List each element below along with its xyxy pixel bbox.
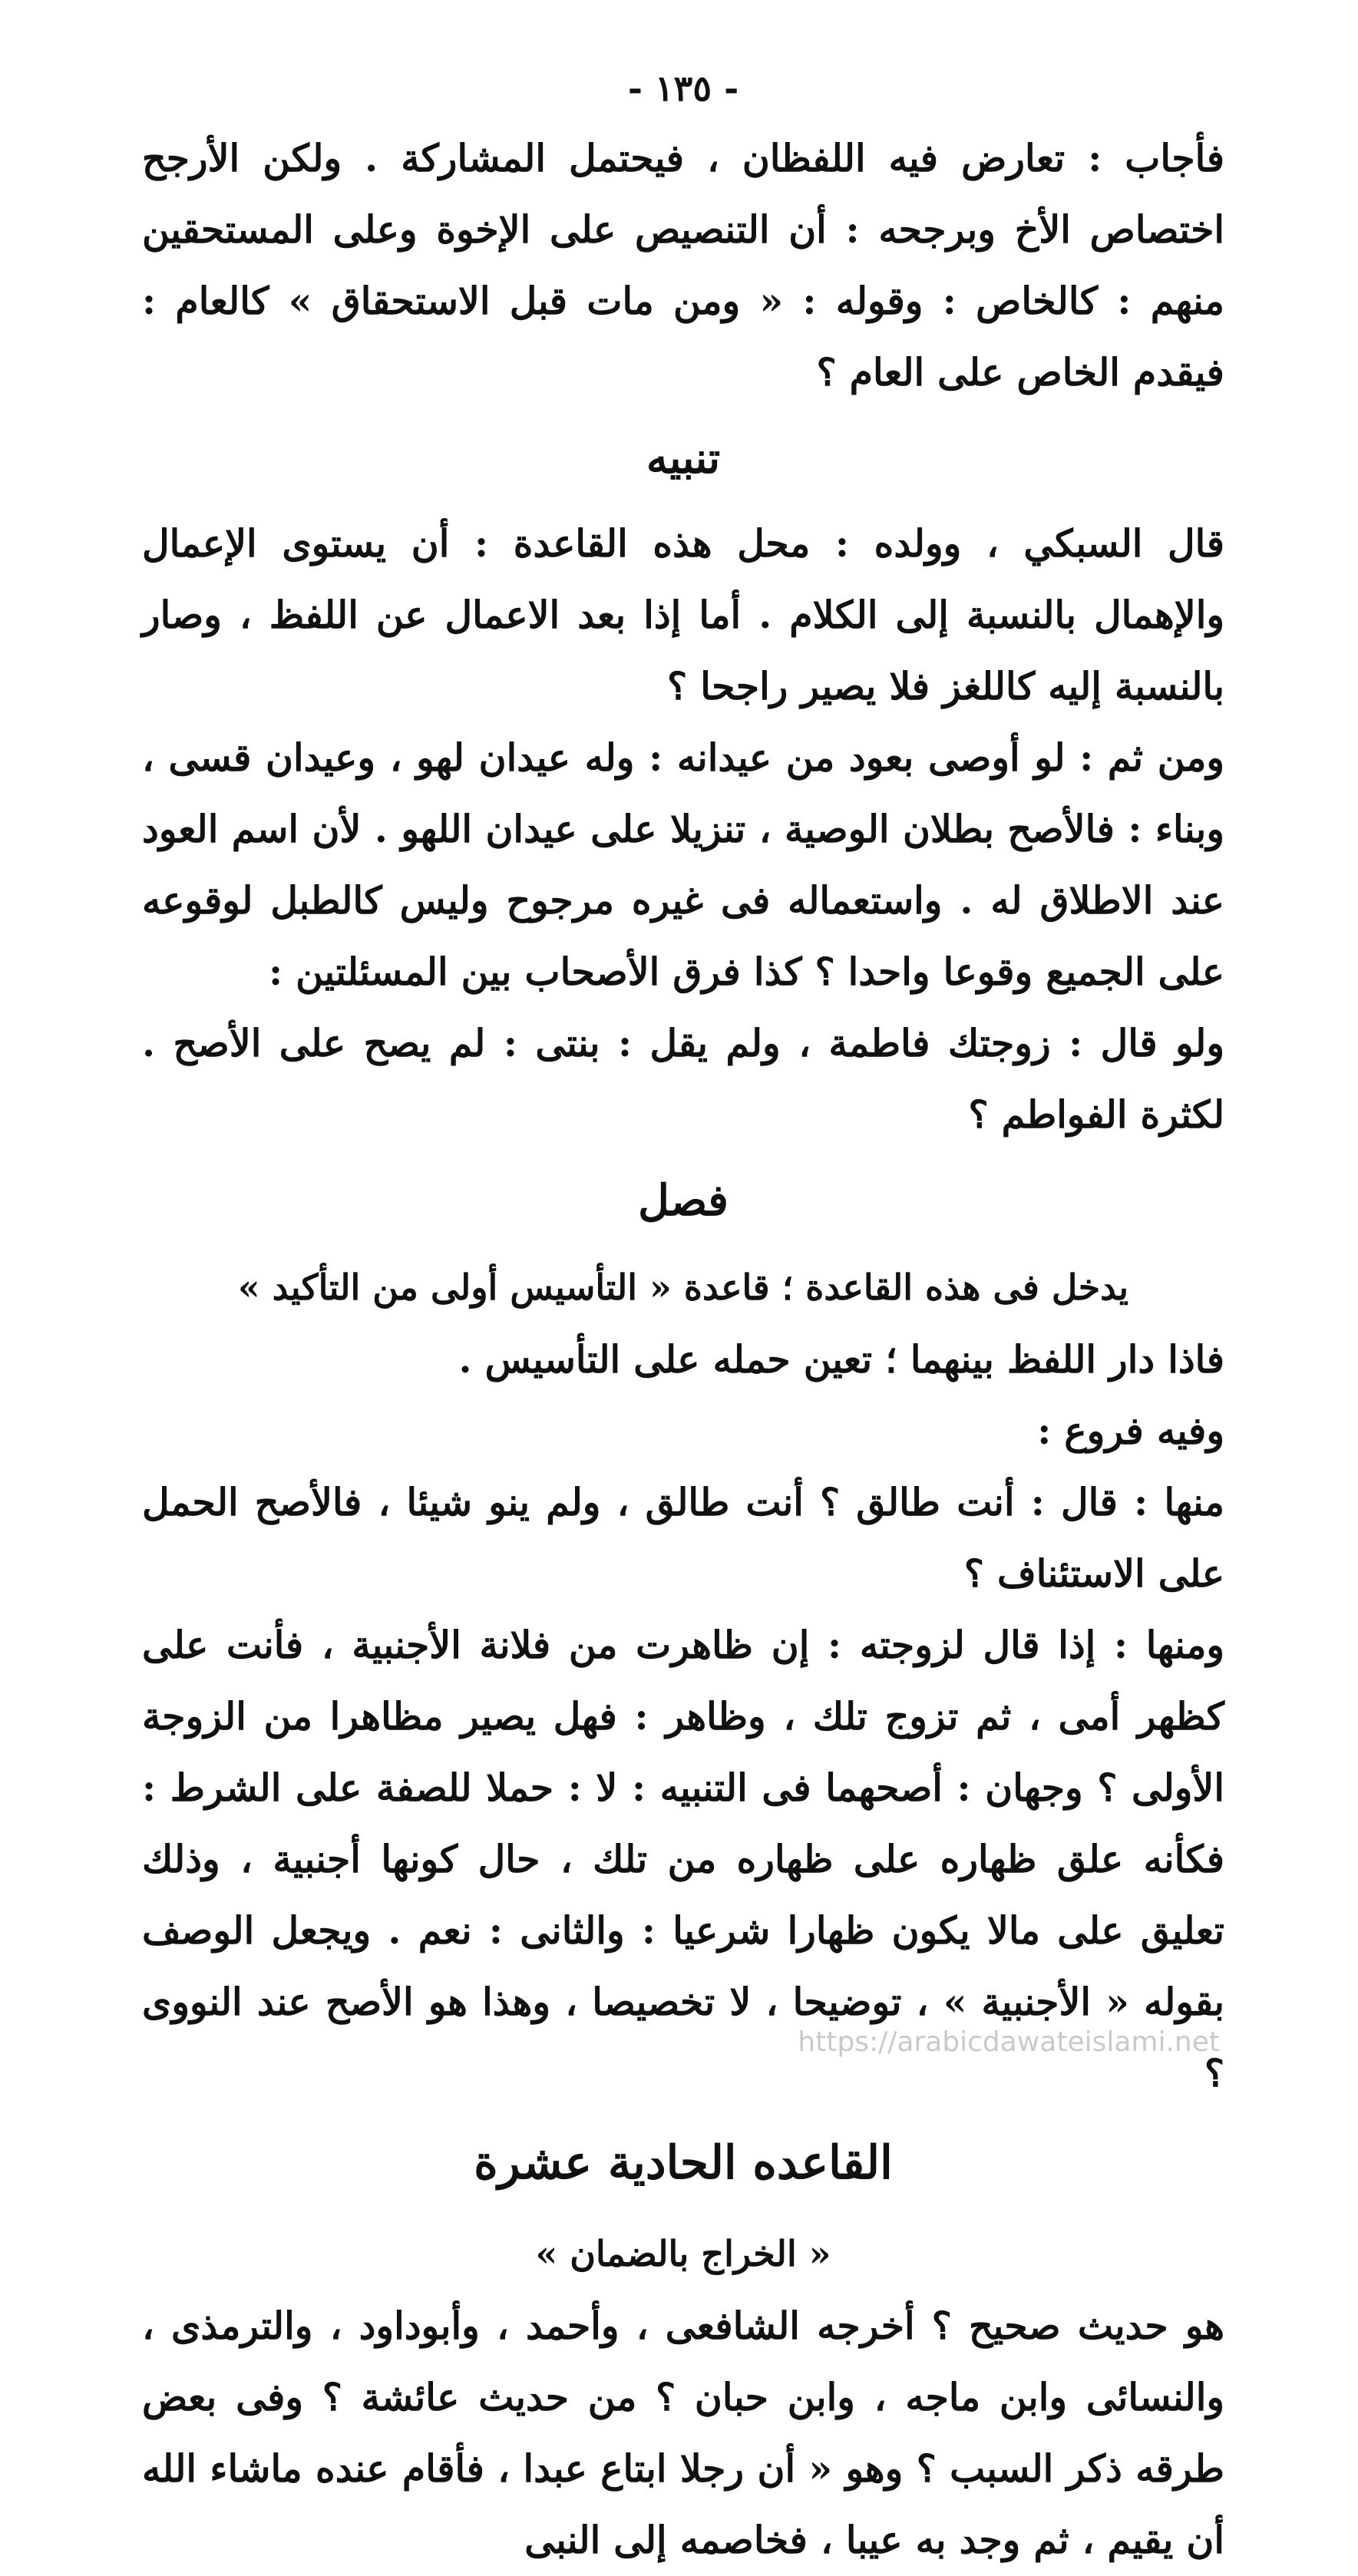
qaida-heading: القاعده الحادية عشرة — [474, 2136, 893, 2190]
qaida-paragraph-1: هو حديث صحيح ؟ أخرجه الشافعى ، وأحمد ، وأبوداود ، والترمذى ، والنسائى وابن ماجه ، وابن حبان ؟ من حديث عائشة ؟ وفى بعض طرقه ذكر السبب ؟ وهو « أن رجلا ابتاع عبدا ، فأقام عنده ماشاء الله أن يقيم ، ثم وجد به عيبا ، فخاصمه إلى النبى — [142, 2304, 1224, 2562]
fasl-paragraph-1: فاذا دار اللفظ بينهما ؛ تعين حمله على التأسيس . — [458, 1337, 1224, 1382]
fasl-paragraph-2: وفيه فروع : — [1037, 1409, 1224, 1453]
book-page — [142, 54, 1224, 2576]
tanbih-paragraph-2: ومن ثم : لو أوصى بعود من عيدانه : وله عيدان لهو ، وعيدان قسى ، وبناء : فالأصح بطلان الوصية ، تنزيلا على عيدان اللهو . لأن اسم العود عند الاطلاق له . واستعماله فى غيره مرجوح وليس كالطبل لوقوعه على الجميع وقوعا واحدا ؟ كذا فرق الأصحاب بين المسئلتين : — [142, 735, 1224, 994]
page-number: - ١٣٥ - — [627, 68, 739, 109]
opening-paragraph: فأجاب : تعارض فيه اللفظان ، فيحتمل المشاركة . ولكن الأرجح اختصاص الأخ وبرجحه : أن التنصيص على الإخوة وعلى المستحقين منهم : كالخاص : وقوله : « ومن مات قبل الاستحقاق » كالعام : فيقدم الخاص على العام ؟ — [142, 136, 1224, 395]
fasl-paragraph-4: ومنها : إذا قال لزوجته : إن ظاهرت من فلانة الأجنبية ، فأنت على كظهر أمى ، ثم تزوج تلك ، وظاهر : فهل يصير مظاهرا من الزوجة الأولى ؟ وجهان : أصحهما فى التنبيه : لا : حملا للصفة على الشرط : فكأنه علق ظهاره على ظهاره من تلك ، حال كونها أجنبية ، وذلك تعليق على مالا يكون ظهارا شرعيا : والثانى : نعم . ويجعل الوصف بقوله « الأجنبية » ، توضيحا ، لا تخصيصا ، وهذا هو الأصح عند النووى ؟ — [142, 1623, 1224, 2095]
fasl-subheading: يدخل فى هذه القاعدة ؛ قاعدة « التأسيس أولى من التأكيد » — [237, 1267, 1129, 1308]
fasl-paragraph-3: منها : قال : أنت طالق ؟ أنت طالق ، ولم ينو شيئا ، فالأصح الحمل على الاستئناف ؟ — [142, 1480, 1224, 1596]
qaida-subheading: « الخراج بالضمان » — [535, 2233, 831, 2274]
tanbih-paragraph-3: ولو قال : زوجتك فاطمة ، ولم يقل : بنتى : لم يصح على الأصح . لكثرة الفواطم ؟ — [142, 1021, 1224, 1137]
fasl-heading: فصل — [638, 1175, 729, 1226]
tanbih-heading: تنبيه — [646, 433, 721, 484]
tanbih-paragraph-1: قال السبكي ، وولده : محل هذه القاعدة : أن يستوى الإعمال والإهمال بالنسبة إلى الكلام . أما إذا بعد الاعمال عن اللفظ ، وصار بالنسبة إليه كاللغز فلا يصير راجحا ؟ — [142, 521, 1224, 708]
watermark-url: https://arabicdawateislami.net — [798, 2026, 1220, 2058]
